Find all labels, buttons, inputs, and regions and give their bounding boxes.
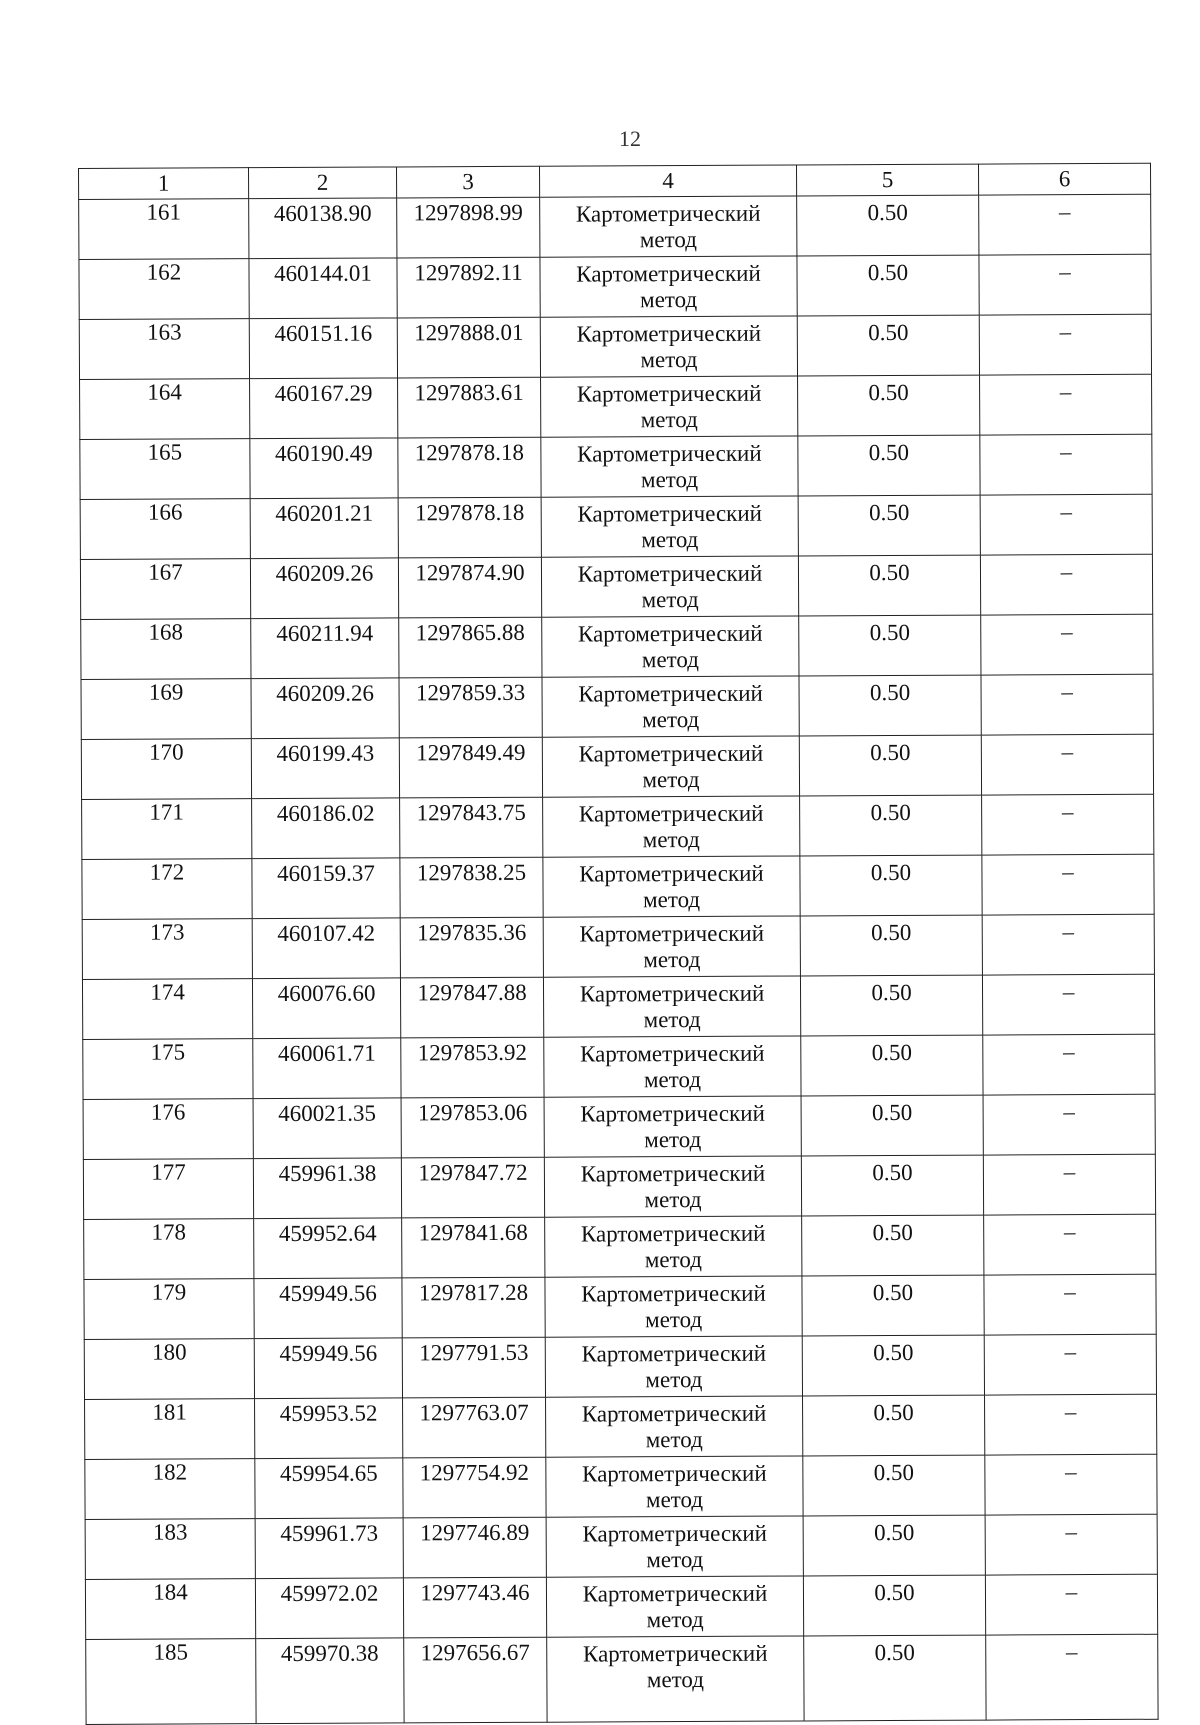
point-number-cell: 175 — [83, 1039, 253, 1100]
note-cell: – — [984, 1274, 1156, 1335]
point-number-cell: 169 — [81, 679, 251, 740]
note-cell: – — [983, 1034, 1155, 1095]
method-line-2: метод — [643, 1006, 701, 1033]
method-line-2: метод — [643, 946, 701, 973]
accuracy-cell: 0.50 — [800, 855, 982, 916]
x-coordinate-cell: 460201.21 — [250, 498, 398, 559]
method-line-2: метод — [642, 706, 700, 733]
method-line-2: метод — [645, 1306, 703, 1333]
page-number: 12 — [619, 126, 641, 151]
point-number-cell: 168 — [81, 619, 251, 680]
note-cell: – — [981, 734, 1153, 795]
column-header: 6 — [978, 163, 1150, 195]
method-line-1: Картометрический — [582, 1520, 767, 1547]
y-coordinate-cell: 1297847.72 — [401, 1157, 544, 1218]
point-number-cell: 170 — [81, 739, 251, 800]
table-row — [82, 974, 1154, 1039]
method-cell — [542, 616, 799, 677]
method-cell — [541, 496, 798, 557]
method-line-1: Картометрический — [579, 860, 764, 887]
x-coordinate-cell: 460211.94 — [251, 618, 399, 679]
note-cell: – — [982, 914, 1154, 975]
table-row — [81, 614, 1153, 679]
point-number-cell: 164 — [80, 379, 250, 440]
method-line-2: метод — [644, 1186, 702, 1213]
accuracy-cell: 0.50 — [803, 1455, 985, 1516]
x-coordinate-cell: 460107.42 — [252, 918, 400, 979]
method-line-1: Картометрический — [576, 260, 761, 287]
y-coordinate-cell: 1297849.49 — [399, 737, 542, 798]
accuracy-cell: 0.50 — [799, 615, 981, 676]
y-coordinate-cell: 1297743.46 — [403, 1577, 546, 1638]
note-cell: – — [984, 1334, 1156, 1395]
method-line-2: метод — [646, 1546, 704, 1573]
accuracy-cell: 0.50 — [797, 315, 979, 376]
table-row — [84, 1274, 1156, 1339]
x-coordinate-cell: 459961.38 — [253, 1158, 401, 1219]
method-cell — [542, 676, 799, 737]
y-coordinate-cell: 1297859.33 — [399, 677, 542, 738]
note-cell: – — [985, 1454, 1157, 1515]
table-row — [85, 1514, 1157, 1579]
table-row — [80, 554, 1152, 619]
table-row — [83, 1094, 1155, 1159]
note-cell: – — [979, 254, 1151, 315]
point-number-cell: 171 — [82, 799, 252, 860]
method-cell — [545, 1276, 802, 1337]
note-cell: – — [979, 314, 1151, 375]
point-number-cell: 180 — [84, 1339, 254, 1400]
method-line-1: Картометрический — [581, 1400, 767, 1427]
method-line-2: метод — [645, 1366, 703, 1393]
x-coordinate-cell: 460159.37 — [252, 858, 400, 919]
note-cell: – — [985, 1574, 1157, 1635]
point-number-cell: 183 — [85, 1519, 255, 1580]
method-cell — [546, 1396, 803, 1457]
table-row — [82, 854, 1154, 919]
accuracy-cell: 0.50 — [804, 1635, 986, 1721]
method-line-1: Картометрический — [580, 1160, 766, 1187]
x-coordinate-cell: 459949.56 — [254, 1278, 402, 1339]
method-line-1: Картометрический — [580, 1100, 765, 1127]
accuracy-cell: 0.50 — [801, 1095, 983, 1156]
y-coordinate-cell: 1297841.68 — [402, 1217, 545, 1278]
method-cell — [543, 976, 800, 1037]
x-coordinate-cell: 460061.71 — [253, 1038, 401, 1099]
method-cell — [541, 556, 798, 617]
accuracy-cell: 0.50 — [803, 1395, 985, 1456]
point-number-cell: 167 — [80, 559, 250, 620]
method-cell — [546, 1456, 803, 1517]
note-cell: – — [980, 374, 1152, 435]
point-number-cell: 166 — [80, 499, 250, 560]
x-coordinate-cell: 459972.02 — [255, 1578, 403, 1639]
accuracy-cell: 0.50 — [803, 1575, 985, 1636]
table-row — [85, 1454, 1157, 1519]
x-coordinate-cell: 460138.90 — [249, 198, 397, 259]
method-line-2: метод — [644, 1246, 702, 1273]
accuracy-cell: 0.50 — [802, 1275, 984, 1336]
y-coordinate-cell: 1297878.18 — [398, 437, 541, 498]
note-cell: – — [979, 194, 1151, 255]
method-cell — [544, 1096, 801, 1157]
column-header: 4 — [539, 165, 796, 197]
note-cell: – — [980, 494, 1152, 555]
method-line-1: Картометрический — [577, 500, 763, 527]
note-cell: – — [985, 1394, 1157, 1455]
y-coordinate-cell: 1297791.53 — [402, 1337, 545, 1398]
point-number-cell: 176 — [83, 1099, 253, 1160]
y-coordinate-cell: 1297883.61 — [398, 377, 541, 438]
column-header: 5 — [796, 164, 978, 196]
method-line-1: Картометрический — [582, 1460, 767, 1487]
point-number-cell: 172 — [82, 859, 252, 920]
method-line-1: Картометрический — [582, 1580, 768, 1607]
method-line-1: Картометрический — [581, 1280, 766, 1307]
y-coordinate-cell: 1297746.89 — [403, 1517, 546, 1578]
method-cell — [545, 1216, 802, 1277]
accuracy-cell: 0.50 — [798, 375, 980, 436]
method-cell — [546, 1576, 803, 1637]
method-line-2: метод — [639, 226, 697, 253]
method-cell — [540, 256, 797, 317]
x-coordinate-cell: 460021.35 — [253, 1098, 401, 1159]
x-coordinate-cell: 460144.01 — [249, 258, 397, 319]
method-line-2: метод — [640, 466, 699, 493]
x-coordinate-cell: 459953.52 — [255, 1398, 403, 1459]
note-cell: – — [981, 614, 1153, 675]
y-coordinate-cell: 1297754.92 — [403, 1457, 546, 1518]
method-line-1: Картометрический — [578, 800, 764, 827]
table-row — [82, 794, 1154, 859]
y-coordinate-cell: 1297817.28 — [402, 1277, 545, 1338]
method-cell — [544, 1156, 801, 1217]
note-cell: – — [980, 554, 1152, 615]
x-coordinate-cell: 460190.49 — [250, 438, 398, 499]
method-line-2: метод — [640, 346, 698, 373]
y-coordinate-cell: 1297888.01 — [397, 317, 540, 378]
note-cell: – — [984, 1214, 1156, 1275]
method-line-2: метод — [641, 586, 699, 613]
table-row — [80, 494, 1152, 559]
method-line-1: Картометрический — [580, 1040, 765, 1067]
method-line-2: метод — [642, 826, 700, 853]
table-row — [79, 194, 1151, 259]
method-line-1: Картометрический — [578, 680, 763, 707]
y-coordinate-cell: 1297874.90 — [398, 557, 541, 618]
accuracy-cell: 0.50 — [799, 675, 981, 736]
note-cell: – — [982, 974, 1154, 1035]
x-coordinate-cell: 459970.38 — [256, 1638, 404, 1724]
note-cell: – — [983, 1094, 1155, 1155]
point-number-cell: 161 — [79, 199, 249, 260]
method-line-1: Картометрический — [578, 740, 764, 767]
method-line-2: метод — [645, 1486, 704, 1513]
method-cell — [543, 796, 800, 857]
coordinates-table — [78, 163, 1159, 1725]
y-coordinate-cell: 1297853.92 — [401, 1037, 544, 1098]
method-line-1: Картометрический — [579, 920, 765, 947]
accuracy-cell: 0.50 — [802, 1215, 984, 1276]
method-line-1: Картометрический — [576, 320, 762, 347]
method-line-1: Картометрический — [576, 380, 762, 407]
y-coordinate-cell: 1297843.75 — [400, 797, 543, 858]
table-row — [81, 674, 1153, 739]
accuracy-cell: 0.50 — [800, 975, 982, 1036]
note-cell: – — [983, 1154, 1155, 1215]
point-number-cell: 178 — [84, 1219, 254, 1280]
table-row — [83, 1154, 1155, 1219]
table-row — [85, 1574, 1157, 1639]
accuracy-cell: 0.50 — [803, 1515, 985, 1576]
method-line-1: Картометрический — [577, 620, 763, 647]
x-coordinate-cell: 459949.56 — [254, 1338, 402, 1399]
table-row — [79, 314, 1151, 379]
method-line-1: Картометрический — [582, 1640, 768, 1667]
method-line-1: Картометрический — [577, 440, 762, 467]
point-number-cell: 165 — [80, 439, 250, 500]
table-row — [84, 1334, 1156, 1399]
accuracy-cell: 0.50 — [797, 195, 979, 256]
note-cell: – — [986, 1634, 1158, 1720]
method-cell — [547, 1636, 804, 1722]
y-coordinate-cell: 1297892.11 — [397, 257, 540, 318]
column-header: 1 — [79, 168, 249, 200]
method-cell — [542, 736, 799, 797]
method-cell — [541, 436, 798, 497]
column-header: 3 — [396, 166, 539, 198]
table-row — [82, 914, 1154, 979]
method-line-2: метод — [646, 1666, 704, 1693]
column-header: 2 — [249, 167, 397, 199]
method-line-1: Картометрический — [577, 560, 763, 587]
x-coordinate-cell: 460186.02 — [252, 798, 400, 859]
point-number-cell: 179 — [84, 1279, 254, 1340]
note-cell: – — [982, 794, 1154, 855]
method-cell — [544, 1036, 801, 1097]
table-row — [83, 1034, 1155, 1099]
x-coordinate-cell: 460151.16 — [249, 318, 397, 379]
accuracy-cell: 0.50 — [800, 915, 982, 976]
note-cell: – — [982, 854, 1154, 915]
method-line-1: Картометрический — [580, 1220, 766, 1247]
table-row — [79, 254, 1151, 319]
accuracy-cell: 0.50 — [798, 435, 980, 496]
method-cell — [541, 376, 798, 437]
y-coordinate-cell: 1297898.99 — [397, 197, 540, 258]
x-coordinate-cell: 460209.26 — [250, 558, 398, 619]
method-line-1: Картометрический — [579, 980, 765, 1007]
method-line-2: метод — [640, 286, 698, 313]
table-row — [84, 1214, 1156, 1279]
method-line-1: Картометрический — [575, 200, 761, 227]
accuracy-cell: 0.50 — [798, 495, 980, 556]
method-line-2: метод — [642, 766, 700, 793]
table-row — [80, 434, 1152, 499]
point-number-cell: 182 — [85, 1459, 255, 1520]
point-number-cell: 181 — [85, 1399, 255, 1460]
table-row — [85, 1394, 1157, 1459]
x-coordinate-cell: 459961.73 — [255, 1518, 403, 1579]
method-line-2: метод — [643, 1066, 702, 1093]
y-coordinate-cell: 1297853.06 — [401, 1097, 544, 1158]
method-cell — [543, 916, 800, 977]
method-line-2: метод — [646, 1606, 704, 1633]
table-row — [81, 734, 1153, 799]
point-number-cell: 177 — [83, 1159, 253, 1220]
table-row — [80, 374, 1152, 439]
accuracy-cell: 0.50 — [799, 735, 981, 796]
table-body — [79, 194, 1158, 1724]
note-cell: – — [985, 1514, 1157, 1575]
y-coordinate-cell: 1297838.25 — [400, 857, 543, 918]
point-number-cell: 184 — [85, 1579, 255, 1640]
accuracy-cell: 0.50 — [800, 795, 982, 856]
note-cell: – — [980, 434, 1152, 495]
point-number-cell: 185 — [86, 1639, 256, 1725]
y-coordinate-cell: 1297656.67 — [404, 1637, 547, 1723]
x-coordinate-cell: 459954.65 — [255, 1458, 403, 1519]
x-coordinate-cell: 460167.29 — [250, 378, 398, 439]
method-line-2: метод — [645, 1426, 703, 1453]
point-number-cell: 163 — [79, 319, 249, 380]
table-row — [86, 1634, 1158, 1724]
y-coordinate-cell: 1297835.36 — [400, 917, 543, 978]
method-cell — [546, 1516, 803, 1577]
method-cell — [540, 316, 797, 377]
accuracy-cell: 0.50 — [797, 255, 979, 316]
x-coordinate-cell: 460199.43 — [251, 738, 399, 799]
method-cell — [540, 196, 797, 257]
point-number-cell: 173 — [82, 919, 252, 980]
method-line-2: метод — [641, 526, 699, 553]
method-line-2: метод — [642, 886, 701, 913]
y-coordinate-cell: 1297847.88 — [400, 977, 543, 1038]
method-cell — [545, 1336, 802, 1397]
note-cell: – — [981, 674, 1153, 735]
y-coordinate-cell: 1297878.18 — [398, 497, 541, 558]
accuracy-cell: 0.50 — [801, 1155, 983, 1216]
accuracy-cell: 0.50 — [801, 1035, 983, 1096]
accuracy-cell: 0.50 — [802, 1335, 984, 1396]
point-number-cell: 174 — [82, 979, 252, 1040]
point-number-cell: 162 — [79, 259, 249, 320]
accuracy-cell: 0.50 — [798, 555, 980, 616]
y-coordinate-cell: 1297763.07 — [403, 1397, 546, 1458]
method-line-2: метод — [641, 646, 700, 673]
x-coordinate-cell: 460076.60 — [252, 978, 400, 1039]
method-line-1: Картометрический — [581, 1340, 767, 1367]
method-line-2: метод — [644, 1126, 702, 1153]
method-line-2: метод — [640, 406, 698, 433]
method-cell — [543, 856, 800, 917]
x-coordinate-cell: 460209.26 — [251, 678, 399, 739]
x-coordinate-cell: 459952.64 — [254, 1218, 402, 1279]
y-coordinate-cell: 1297865.88 — [399, 617, 542, 678]
